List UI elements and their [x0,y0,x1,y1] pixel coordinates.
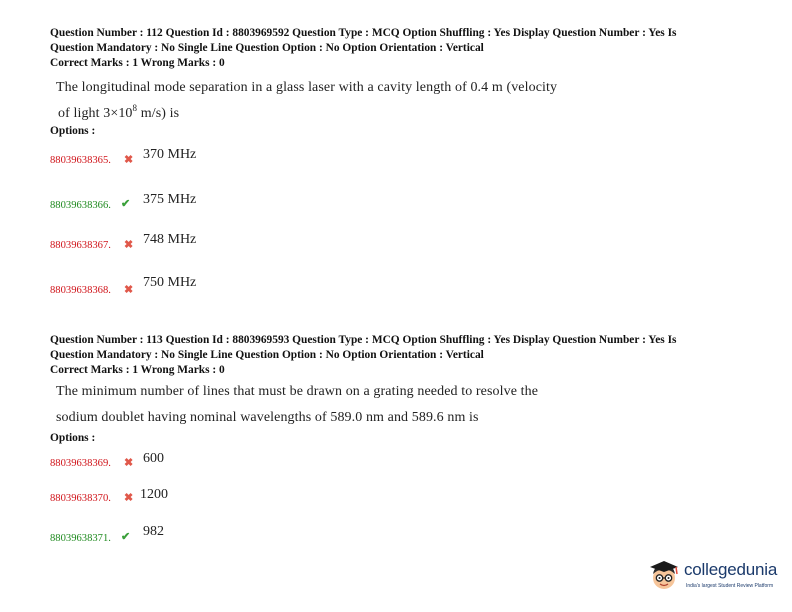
superscript: 8 [132,103,138,113]
question-meta-line: Question Mandatory : No Single Line Question Option : No Option Orientation : Vertical [50,349,484,361]
logo-tagline: India's largest Student Review Platform [686,583,774,589]
question-meta-line: Question Number : 112 Question Id : 8803969592 Question Type : MCQ Option Shuffling : Yes Display Question Number : Yes Is [50,27,677,39]
option-id: 88039638370. [50,493,111,504]
question-text-part: m/s) is [137,106,180,121]
question-text-line: The longitudinal mode separation in a glass laser with a cavity length of 0.4 m (velocity [56,80,558,95]
correct-check-icon: ✔ [121,198,131,210]
option-value: 375 MHz [143,192,197,207]
option-value: 748 MHz [143,232,197,247]
question-meta-line: Question Number : 113 Question Id : 8803969593 Question Type : MCQ Option Shuffling : Yes Display Question Number : Yes Is [50,334,677,346]
logo-wordmark: collegedunia [684,560,778,579]
wrong-mark-icon: ✖ [124,457,134,469]
option-value: 600 [143,451,164,466]
wrong-mark-icon: ✖ [124,284,134,296]
question-meta [50,333,750,378]
option-id: 88039638371. [50,533,111,544]
question-marks: Correct Marks : 1 Wrong Marks : 0 [50,57,225,69]
option-value: 370 MHz [143,147,197,162]
options-label: Options : [50,125,96,137]
option-id: 88039638367. [50,240,111,251]
question-marks: Correct Marks : 1 Wrong Marks : 0 [50,364,225,376]
question-text-part: of light 3×10 [58,106,133,121]
option-id: 88039638365. [50,155,111,166]
question-meta [50,26,750,71]
question-meta-line: Question Mandatory : No Single Line Question Option : No Option Orientation : Vertical [50,42,484,54]
option-id: 88039638366. [50,200,111,211]
option-id: 88039638369. [50,458,111,469]
option-value: 982 [143,524,164,539]
wrong-mark-icon: ✖ [124,239,134,251]
option-value: 750 MHz [143,275,197,290]
question-text-line [58,103,180,122]
option-id: 88039638368. [50,285,111,296]
wrong-mark-icon: ✖ [124,154,134,166]
options-label: Options : [50,432,96,444]
option-value: 1200 [140,487,168,502]
question-text-line: sodium doublet having nominal wavelengths of 589.0 nm and 589.6 nm is [56,410,479,425]
question-text-line: The minimum number of lines that must be drawn on a grating needed to resolve the [56,384,539,399]
collegedunia-logo[interactable] [646,556,786,596]
student-mascot-icon [646,558,682,594]
wrong-mark-icon: ✖ [124,492,134,504]
correct-check-icon: ✔ [121,531,131,543]
